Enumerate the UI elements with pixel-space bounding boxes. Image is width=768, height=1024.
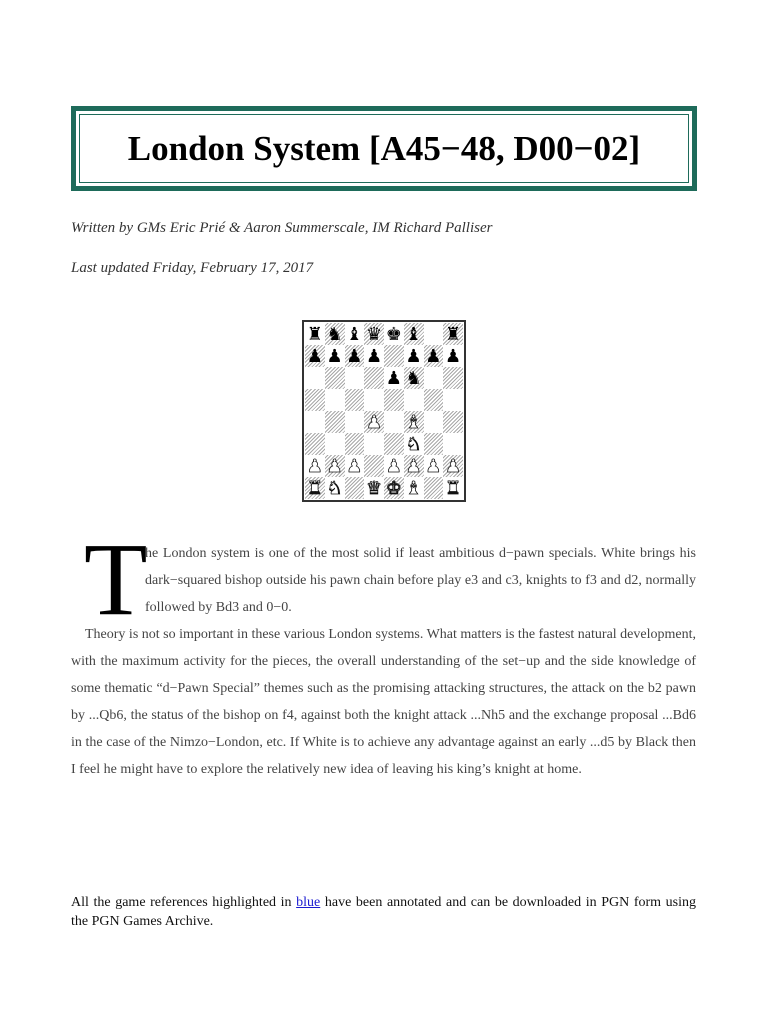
square-d5 bbox=[364, 389, 384, 411]
last-updated-line: Last updated Friday, February 17, 2017 bbox=[71, 260, 314, 276]
page-title: London System [A45−48, D00−02] bbox=[127, 128, 641, 168]
white-rook-icon-a1: ♜ bbox=[306, 478, 323, 498]
chess-diagram bbox=[302, 320, 466, 502]
black-rook-icon-a8: ♜ bbox=[306, 324, 323, 344]
square-a6 bbox=[305, 367, 325, 389]
black-pawn-icon-a7: ♟ bbox=[306, 346, 323, 366]
square-e7 bbox=[384, 345, 404, 367]
square-e5 bbox=[384, 389, 404, 411]
black-queen-icon-d8: ♛ bbox=[366, 324, 383, 344]
black-pawn-icon-d7: ♟ bbox=[366, 346, 383, 366]
black-pawn-icon-c7: ♟ bbox=[346, 346, 363, 366]
chess-board bbox=[305, 323, 463, 499]
black-knight-icon-b8: ♞ bbox=[326, 324, 343, 344]
square-f5 bbox=[404, 389, 424, 411]
theory-paragraph-text: Theory is not so important in these various London systems. What matters is the fastest natural development, with the maximum activity for the pieces, the overall understanding of the set−up and the side knowledge of some thematic “d−Pawn Special” themes such as the promising attacking structures, the attack on the b2 pawn by ...Qb6, the status of the bishop on f4, against both the knight attack ...Nh5 and the exchange proposal ...Bd6 in the case of the Nimzo−London, etc. If White is to achieve any advantage against an early ...d5 by Black then I feel he might have to explore the relatively new idea of leaving his king’s knight at home. bbox=[71, 627, 696, 777]
black-knight-icon-f6: ♞ bbox=[405, 368, 422, 388]
square-d2 bbox=[364, 455, 384, 477]
white-rook-icon-h1: ♜ bbox=[445, 478, 462, 498]
black-pawn-icon-h7: ♟ bbox=[445, 346, 462, 366]
square-a4 bbox=[305, 411, 325, 433]
white-pawn-icon-c2: ♟ bbox=[346, 456, 363, 476]
title-inner-frame bbox=[79, 114, 689, 183]
intro-lead-paragraph: he London system is one of the most solid if least ambitious d−pawn specials. White brings his dark−squared bishop outside his pawn chain before play e3 and c3, knights to f3 and d2, normally followed by Bd3 and 0−0. bbox=[145, 546, 696, 615]
white-bishop-icon-f1: ♝ bbox=[405, 478, 422, 498]
white-pawn-icon-d4: ♟ bbox=[366, 412, 383, 432]
white-pawn-icon-a2: ♟ bbox=[306, 456, 323, 476]
white-pawn-icon-b2: ♟ bbox=[326, 456, 343, 476]
references-text-after: have been annotated and can be downloaded in PGN form using the PGN Games Archive. bbox=[71, 895, 696, 929]
white-pawn-icon-f2: ♟ bbox=[405, 456, 422, 476]
references-note bbox=[71, 893, 696, 931]
white-knight-icon-f3: ♞ bbox=[405, 434, 422, 454]
white-knight-icon-b1: ♞ bbox=[326, 478, 343, 498]
white-bishop-icon-f4: ♝ bbox=[405, 412, 422, 432]
square-b3 bbox=[325, 433, 345, 455]
square-b5 bbox=[325, 389, 345, 411]
blue-link[interactable]: blue bbox=[296, 895, 321, 910]
square-g1 bbox=[424, 477, 444, 499]
title-frame bbox=[71, 106, 697, 191]
square-e4 bbox=[384, 411, 404, 433]
drop-cap: T bbox=[84, 522, 148, 637]
square-c5 bbox=[345, 389, 365, 411]
authors-line: Written by GMs Eric Prié & Aaron Summerscale, IM Richard Palliser bbox=[71, 220, 493, 236]
square-b4 bbox=[325, 411, 345, 433]
square-a5 bbox=[305, 389, 325, 411]
white-pawn-icon-g2: ♟ bbox=[425, 456, 442, 476]
black-pawn-icon-g7: ♟ bbox=[425, 346, 442, 366]
square-c3 bbox=[345, 433, 365, 455]
square-h6 bbox=[443, 367, 463, 389]
black-pawn-icon-e6: ♟ bbox=[385, 368, 402, 388]
square-h3 bbox=[443, 433, 463, 455]
white-king-icon-e1: ♚ bbox=[385, 478, 402, 498]
square-c4 bbox=[345, 411, 365, 433]
square-a3 bbox=[305, 433, 325, 455]
black-bishop-icon-c8: ♝ bbox=[346, 324, 363, 344]
black-king-icon-e8: ♚ bbox=[385, 324, 402, 344]
square-e3 bbox=[384, 433, 404, 455]
square-g3 bbox=[424, 433, 444, 455]
square-b6 bbox=[325, 367, 345, 389]
square-d3 bbox=[364, 433, 384, 455]
square-g6 bbox=[424, 367, 444, 389]
square-h5 bbox=[443, 389, 463, 411]
black-pawn-icon-b7: ♟ bbox=[326, 346, 343, 366]
references-text-before: All the game references highlighted in bbox=[71, 895, 297, 910]
square-g4 bbox=[424, 411, 444, 433]
square-c1 bbox=[345, 477, 365, 499]
square-h4 bbox=[443, 411, 463, 433]
square-d6 bbox=[364, 367, 384, 389]
square-g8 bbox=[424, 323, 444, 345]
white-queen-icon-d1: ♛ bbox=[366, 478, 383, 498]
square-c6 bbox=[345, 367, 365, 389]
black-bishop-icon-f8: ♝ bbox=[405, 324, 422, 344]
white-pawn-icon-h2: ♟ bbox=[445, 456, 462, 476]
black-rook-icon-h8: ♜ bbox=[445, 324, 462, 344]
theory-paragraph bbox=[71, 621, 696, 783]
black-pawn-icon-f7: ♟ bbox=[405, 346, 422, 366]
square-g5 bbox=[424, 389, 444, 411]
white-pawn-icon-e2: ♟ bbox=[385, 456, 402, 476]
